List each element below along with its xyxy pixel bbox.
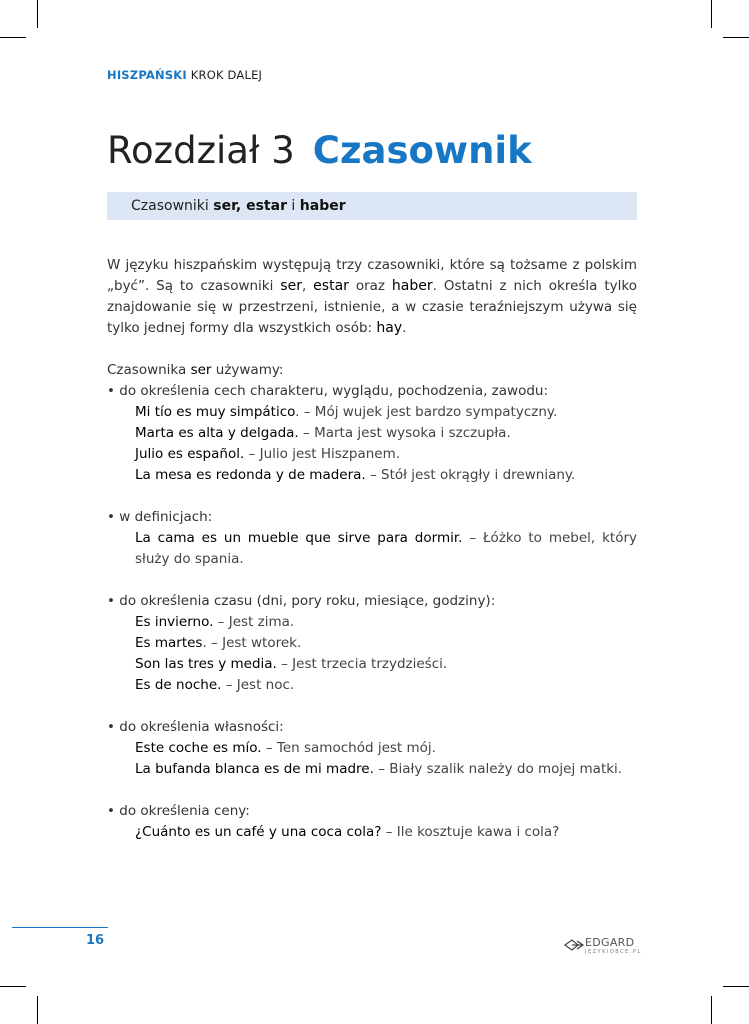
usage-group bbox=[107, 717, 637, 780]
usage-list bbox=[107, 360, 637, 843]
spanish-example: Es martes bbox=[135, 635, 203, 651]
spanish-example: Es de noche. bbox=[135, 677, 222, 693]
bullet-item: • do określenia ceny: bbox=[107, 803, 250, 819]
crop-mark bbox=[0, 986, 26, 987]
lead-text: Czasownika bbox=[107, 362, 191, 378]
polish-translation: – Stół jest okrągły i drewniany. bbox=[365, 467, 576, 483]
example-line bbox=[135, 738, 637, 759]
usage-group bbox=[107, 801, 637, 843]
bullet-item: • w definicjach: bbox=[107, 509, 213, 525]
header-subtitle: KROK DALEJ bbox=[190, 68, 263, 82]
example-line bbox=[135, 528, 637, 570]
page-number: 16 bbox=[86, 933, 105, 948]
edgard-logo-icon bbox=[563, 938, 585, 952]
chapter-title: Czasownik bbox=[312, 129, 532, 172]
polish-translation: . – Mój wujek jest bardzo sympatyczny. bbox=[295, 404, 558, 420]
example-line bbox=[135, 612, 637, 633]
header-brand: HISZPAŃSKI bbox=[107, 68, 187, 82]
bullet-item: • do określenia cech charakteru, wyglądu, pochodzenia, zawodu: bbox=[107, 383, 549, 399]
intro-keyword: haber bbox=[391, 278, 433, 294]
crop-mark bbox=[37, 996, 38, 1024]
spanish-example: La bufanda blanca es de mi madre. bbox=[135, 761, 374, 777]
intro-keyword: estar bbox=[313, 278, 349, 294]
usage-group bbox=[107, 507, 637, 570]
crop-mark bbox=[711, 996, 712, 1024]
chapter-heading bbox=[107, 126, 532, 176]
intro-text: . bbox=[402, 320, 407, 336]
chapter-number: Rozdział 3 bbox=[107, 129, 295, 172]
polish-translation: – Jest trzecia trzydzieści. bbox=[276, 656, 448, 672]
section-keyword-ser-estar: ser, estar bbox=[213, 198, 287, 214]
polish-translation: – Jest zima. bbox=[213, 614, 295, 630]
intro-text: W języku hiszpańskim występują trzy czasowniki, które są tożsame z polskim „być”. Są to czasowniki bbox=[107, 257, 637, 294]
section-prefix: Czasowniki bbox=[131, 198, 214, 214]
spanish-example: Marta es alta y delgada. bbox=[135, 425, 299, 441]
usage-groups bbox=[107, 381, 637, 843]
crop-mark bbox=[711, 0, 712, 28]
usage-group bbox=[107, 591, 637, 696]
polish-translation: – Łóżko to mebel, który służy do spania. bbox=[135, 530, 637, 567]
section-keyword-haber: haber bbox=[299, 198, 346, 214]
crop-mark bbox=[723, 986, 749, 987]
polish-translation: – Ten samochód jest mój. bbox=[261, 740, 436, 756]
example-line bbox=[135, 465, 637, 486]
spanish-example: Julio es español. bbox=[135, 446, 245, 462]
bullet-item: • do określenia własności: bbox=[107, 719, 284, 735]
intro-keyword: hay bbox=[376, 320, 403, 336]
example-line bbox=[135, 423, 637, 444]
crop-mark bbox=[0, 37, 26, 38]
section-heading-bar bbox=[107, 192, 637, 220]
intro-text: . Ostatni z nich określa tylko znajdowanie się w przestrzeni, istnienie, a w czasie teraźniejszym używa się tylko jednej formy dla wszystkich osób: bbox=[107, 278, 637, 336]
spanish-example: Son las tres y media. bbox=[135, 656, 277, 672]
example-line bbox=[135, 633, 637, 654]
bullet-item: • do określenia czasu (dni, pory roku, miesiące, godziny): bbox=[107, 593, 496, 609]
polish-translation: – Julio jest Hiszpanem. bbox=[244, 446, 401, 462]
spanish-example: ¿Cuánto es un café y una coca cola? bbox=[135, 824, 382, 840]
intro-paragraph bbox=[107, 255, 637, 339]
footer-rule bbox=[12, 927, 108, 928]
example-line bbox=[135, 402, 637, 423]
example-line bbox=[135, 654, 637, 675]
example-line bbox=[135, 822, 637, 843]
polish-translation: – Marta jest wysoka i szczupła. bbox=[298, 425, 511, 441]
logo-tagline: JĘZYKIOBCE.PL bbox=[585, 949, 642, 955]
lead-keyword: ser bbox=[190, 362, 212, 378]
running-header bbox=[107, 68, 262, 82]
section-heading bbox=[131, 197, 346, 215]
lead-text: używamy: bbox=[211, 362, 284, 378]
polish-translation: – Jest noc. bbox=[221, 677, 295, 693]
crop-mark bbox=[37, 0, 38, 28]
usage-lead bbox=[107, 360, 637, 381]
intro-text: , bbox=[301, 278, 314, 294]
polish-translation: – Biały szalik należy do mojej matki. bbox=[373, 761, 623, 777]
crop-mark bbox=[723, 37, 749, 38]
spanish-example: La cama es un mueble que sirve para dormir. bbox=[135, 530, 463, 546]
intro-text: oraz bbox=[348, 278, 392, 294]
logo-wordmark: EDGARD bbox=[585, 936, 635, 949]
spanish-example: Mi tío es muy simpático bbox=[135, 404, 296, 420]
section-conj: i bbox=[286, 198, 300, 214]
spanish-example: Este coche es mío. bbox=[135, 740, 262, 756]
example-line bbox=[135, 444, 637, 465]
usage-group bbox=[107, 381, 637, 486]
intro-keyword: ser bbox=[280, 278, 302, 294]
spanish-example: La mesa es redonda y de madera. bbox=[135, 467, 366, 483]
example-line bbox=[135, 675, 637, 696]
publisher-logo bbox=[563, 935, 642, 957]
spanish-example: Es invierno. bbox=[135, 614, 214, 630]
polish-translation: . – Jest wtorek. bbox=[202, 635, 302, 651]
polish-translation: – Ile kosztuje kawa i cola? bbox=[381, 824, 560, 840]
example-line bbox=[135, 759, 637, 780]
